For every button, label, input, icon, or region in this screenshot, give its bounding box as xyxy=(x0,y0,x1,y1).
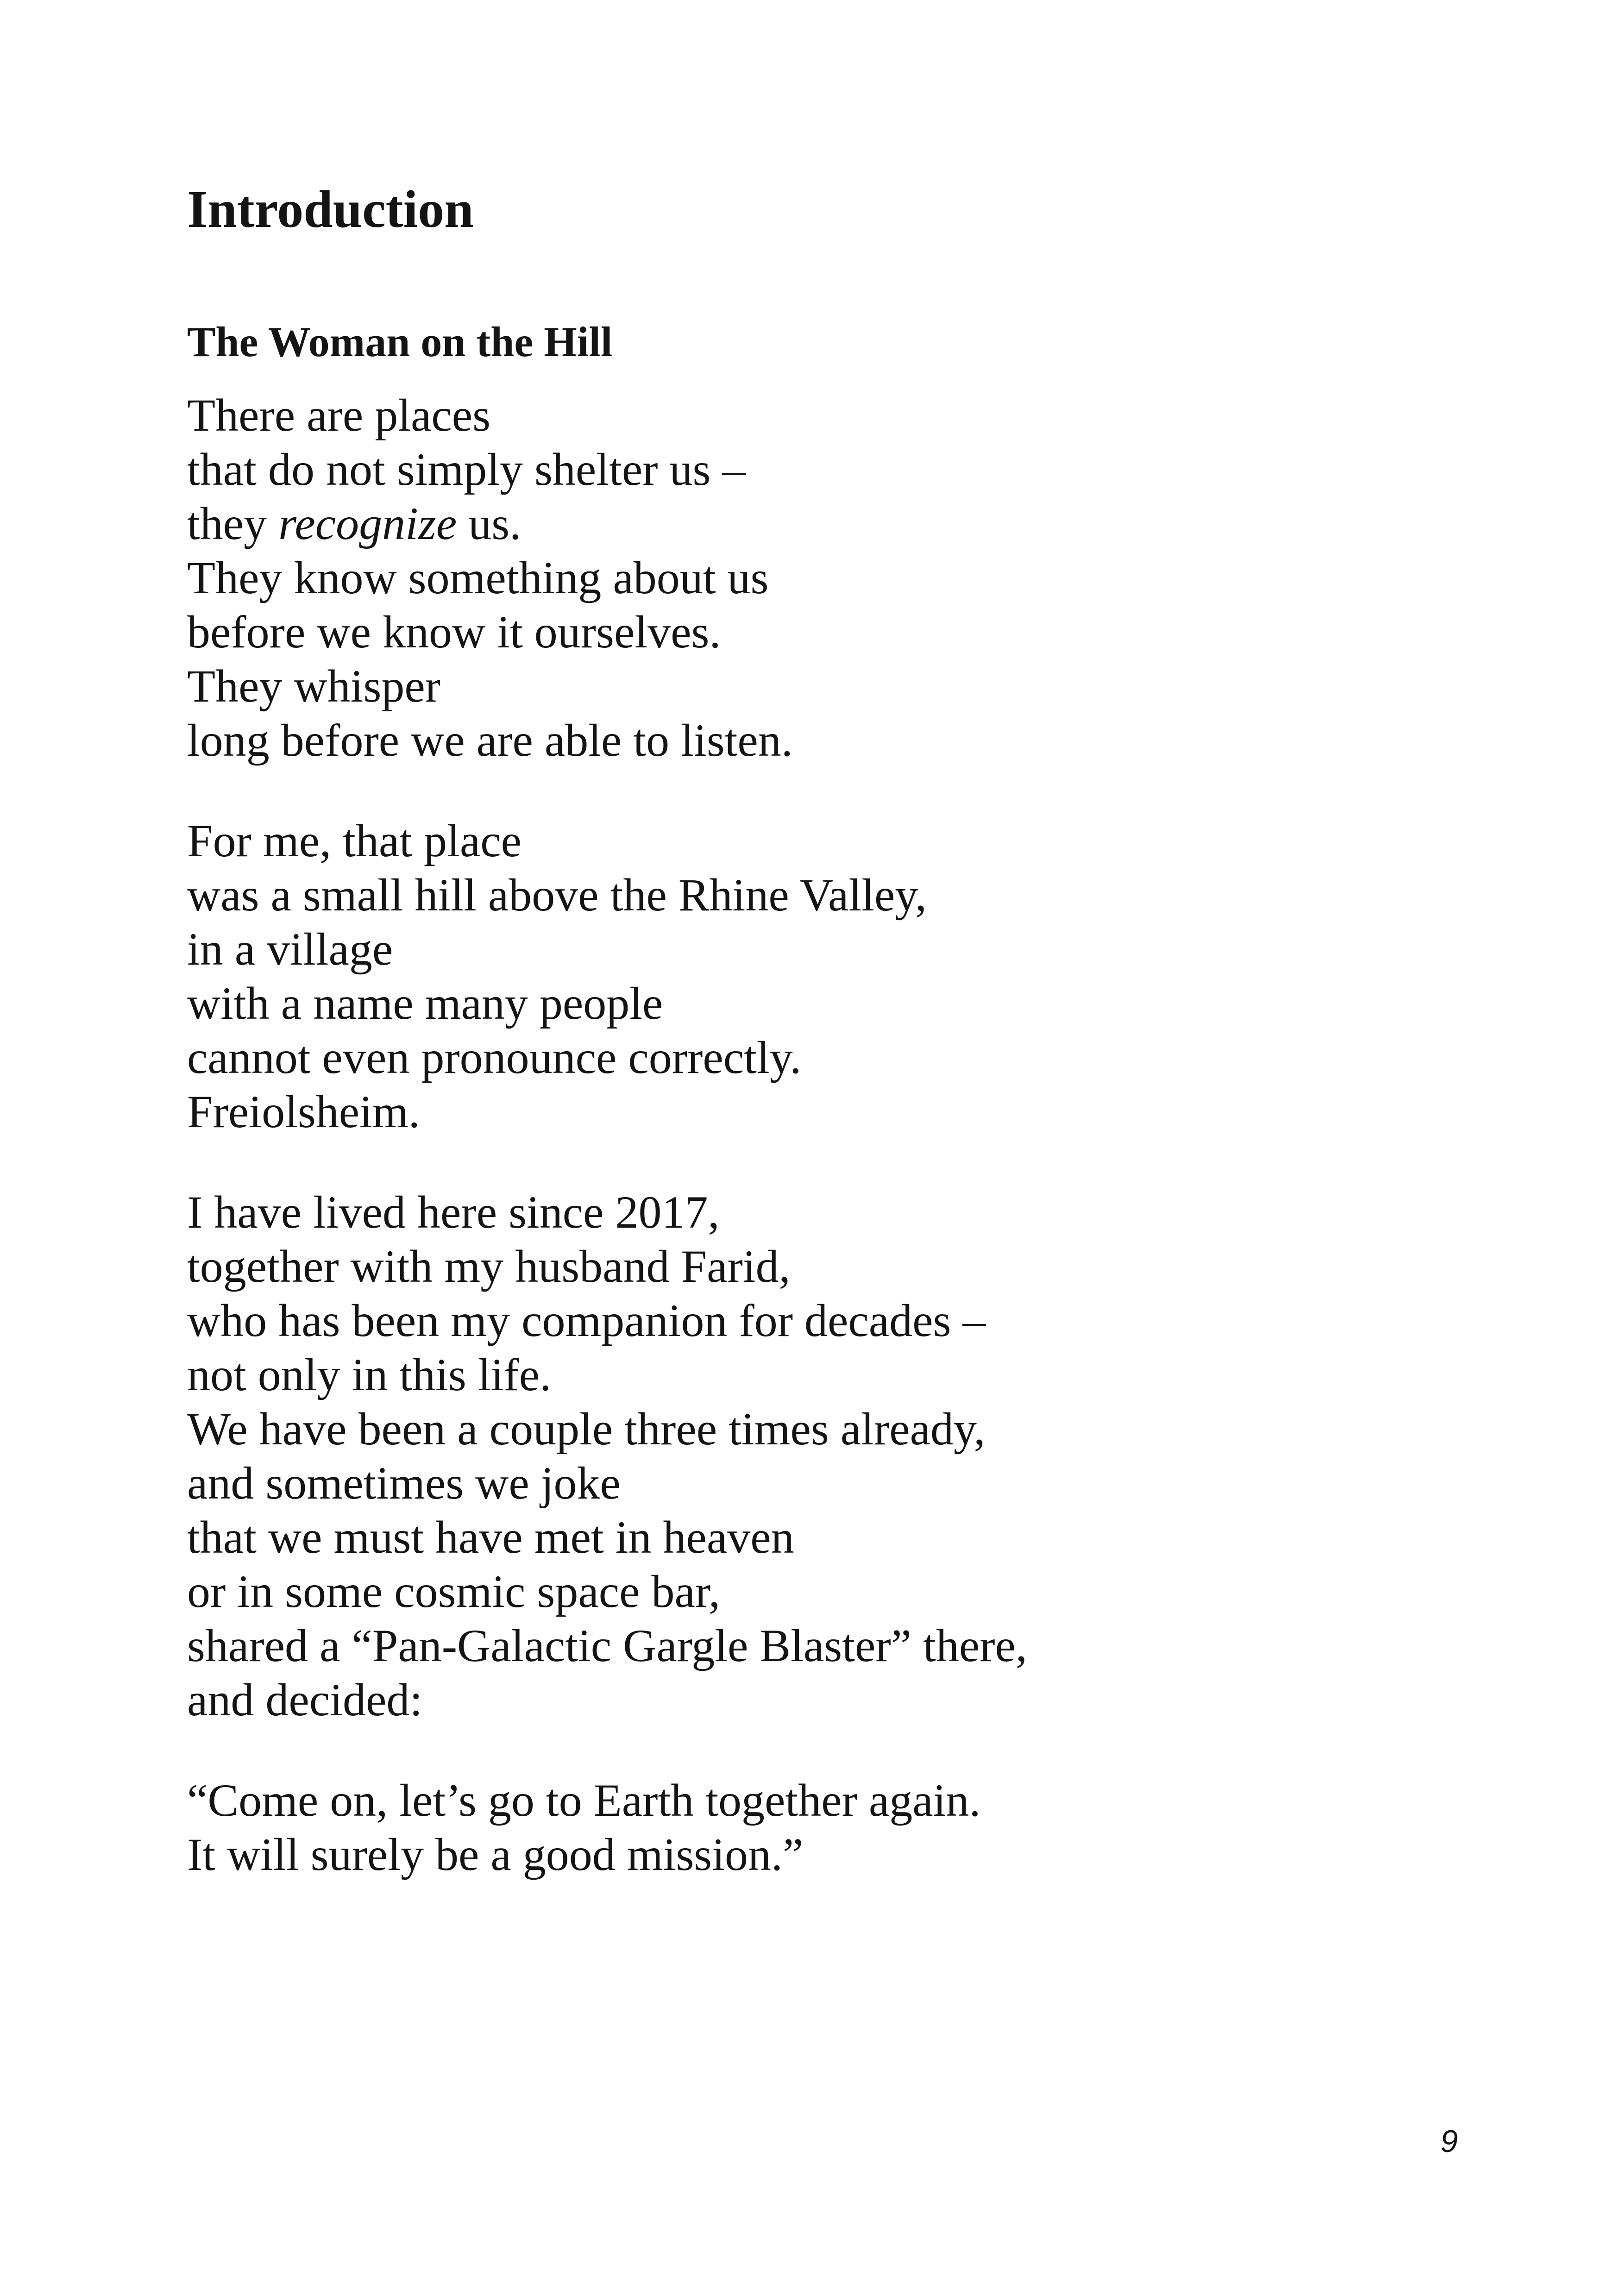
poem-line: who has been my companion for decades – xyxy=(187,1295,986,1346)
poem-line: They know something about us xyxy=(187,552,769,603)
stanza-1 xyxy=(187,388,1484,767)
poem-line: I have lived here since 2017, xyxy=(187,1186,720,1238)
poem-line: with a name many people xyxy=(187,978,663,1029)
poem-line: together with my husband Farid, xyxy=(187,1241,791,1292)
poem-line: was a small hill above the Rhine Valley, xyxy=(187,869,927,921)
stanza-3 xyxy=(187,1185,1484,1727)
poem-line: It will surely be a good mission.” xyxy=(187,1829,804,1880)
chapter-heading: Introduction xyxy=(187,180,474,238)
poem-body xyxy=(187,388,1484,1928)
poem-line: that do not simply shelter us – xyxy=(187,444,746,495)
poem-line: that we must have met in heaven xyxy=(187,1512,794,1563)
poem-line: There are places xyxy=(187,389,491,441)
stanza-4 xyxy=(187,1773,1484,1882)
poem-line: not only in this life. xyxy=(187,1349,552,1400)
poem-line: in a village xyxy=(187,923,393,975)
poem-title: The Woman on the Hill xyxy=(187,318,613,365)
poem-line: They whisper xyxy=(187,660,441,712)
stanza-2 xyxy=(187,814,1484,1139)
page-number: 9 xyxy=(1440,2124,1458,2159)
poem-line: Freiolsheim. xyxy=(187,1086,420,1137)
poem-line: shared a “Pan-Galactic Gargle Blaster” there, xyxy=(187,1620,1027,1671)
poem-line: and sometimes we joke xyxy=(187,1457,621,1509)
poem-line: For me, that place xyxy=(187,815,521,866)
line-text: they xyxy=(187,498,279,549)
poem-line: cannot even pronounce correctly. xyxy=(187,1032,802,1083)
poem-line: We have been a couple three times already, xyxy=(187,1403,986,1455)
poem-line: or in some cosmic space bar, xyxy=(187,1566,721,1617)
poem-line: “Come on, let’s go to Earth together again. xyxy=(187,1775,981,1826)
emphasized-word: recognize xyxy=(278,498,457,549)
line-text: us. xyxy=(457,498,521,549)
poem-line: long before we are able to listen. xyxy=(187,715,793,766)
poem-line: and decided: xyxy=(187,1674,423,1725)
poem-line xyxy=(187,496,1484,551)
poem-line: before we know it ourselves. xyxy=(187,606,721,658)
